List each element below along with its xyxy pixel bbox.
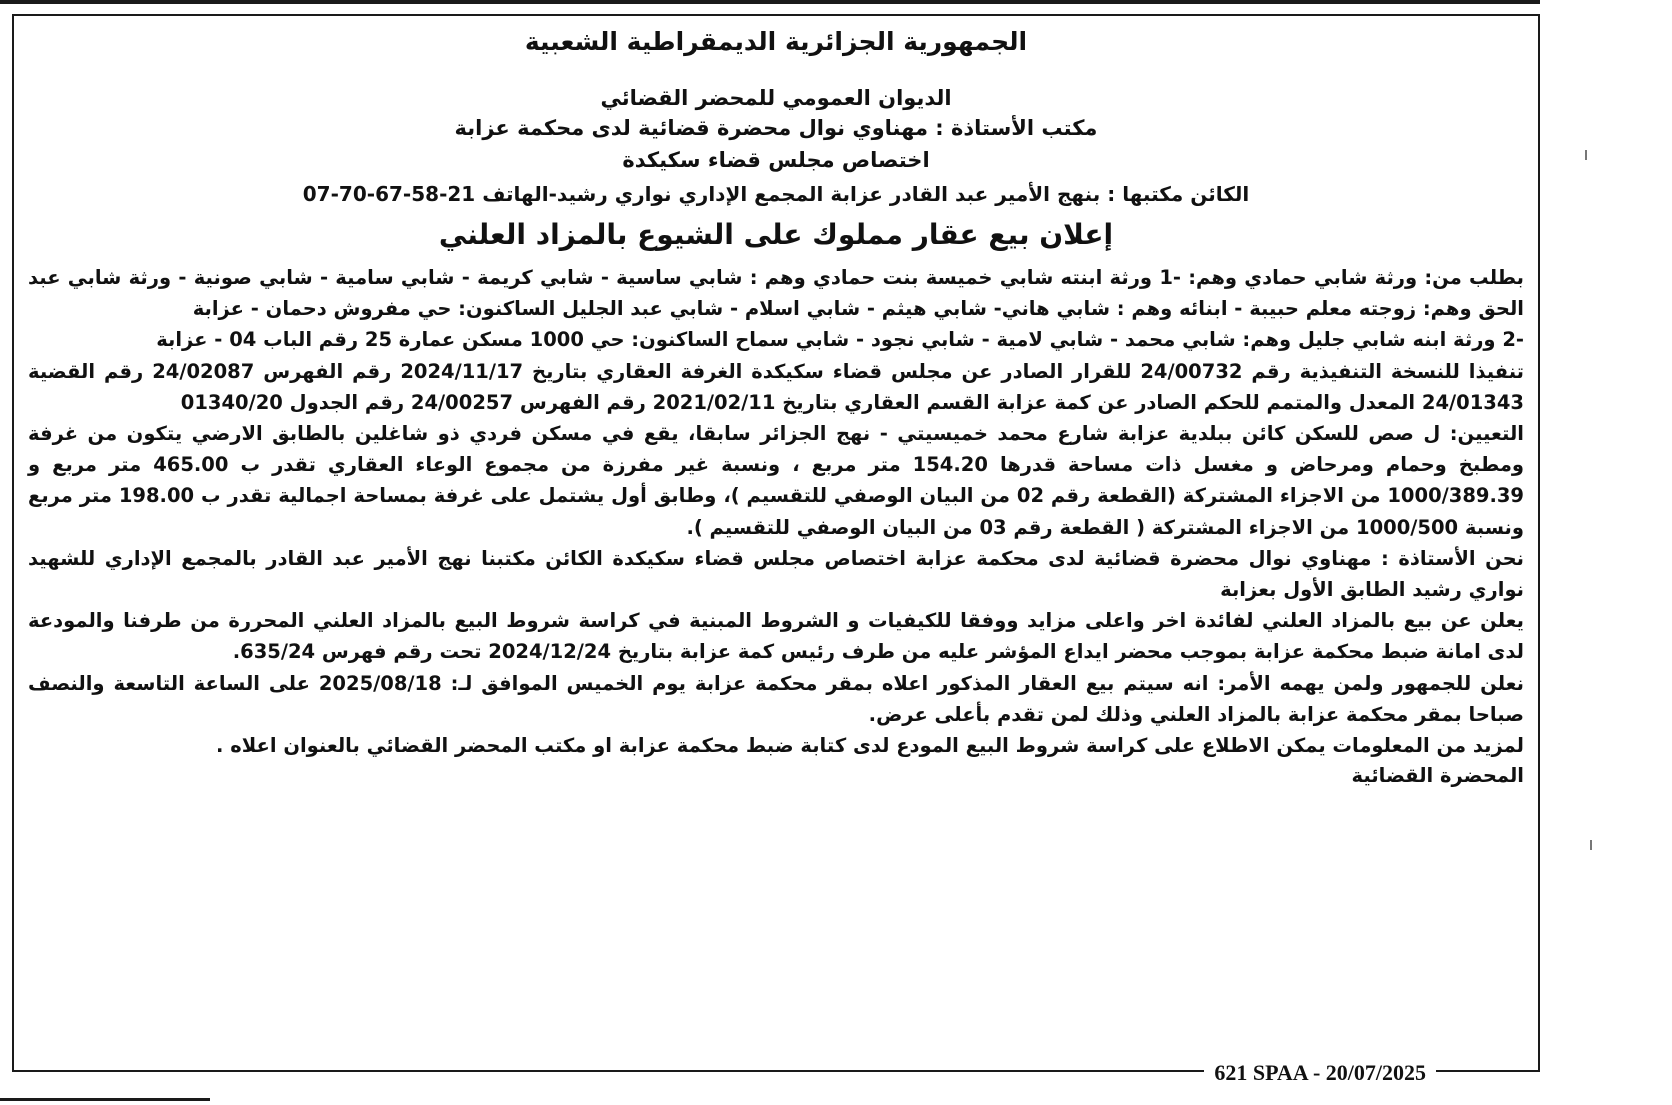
paragraph-requesters-2: -2 ورثة ابنه شابي جليل وهم: شابي محمد - شابي لامية - شابي نجود - شابي سماح الساكنون: حي 1000 مسكن عمارة 25 رقم الباب 04 - عزابة (156, 328, 1524, 352)
paragraph-more-info: لمزيد من المعلومات يمكن الاطلاع على كراسة شروط البيع المودع لدى كتابة ضبط محكمة عزابة او مكتب المحضر القضائي بالعنوان اعلاه . (216, 734, 1524, 758)
bailiff-office-heading: مكتب الأستاذة : مهناوي نوال محضرة قضائية لدى محكمة عزابة (454, 116, 1098, 140)
top-border-rule (0, 0, 1540, 4)
margin-mark (1585, 150, 1587, 160)
paragraph-designation: التعيين: ل صص للسكن كائن ببلدية عزابة شارع محمد خميسيتي - نهج الجزائر سابقا، يقع في مسكن فردي ذو شاغلين بالطابق الارضي يتكون من غرفة ومطبخ وحمام ومرحاض و مغسل ذات مساحة قدرها 154.20 متر مربع ، ونسبة غير مفرزة من مجموع الوعاء العقاري تقدر ب 465.00 متر مربع و 1000/389.39 من الاجزاء المشتركة (القطعة رقم 02 من البيان الوصفي للتقسيم )، وطابق أول يشتمل على غرفة بمساحة اجمالية تقدر ب 198.00 متر مربع ونسبة 1000/500 من الاجزاء المشتركة ( القطعة رقم 03 من البيان الوصفي للتقسيم ). (28, 422, 1525, 539)
auction-notice (12, 14, 1540, 1072)
margin-mark (1590, 840, 1592, 850)
notice-title: إعلان بيع عقار مملوك على الشيوع بالمزاد العلني (438, 218, 1114, 251)
office-heading: الديوان العمومي للمحضر القضائي (600, 86, 952, 110)
republic-heading: الجمهورية الجزائرية الديمقراطية الشعبية (524, 27, 1028, 56)
paragraph-bailiff: نحن الأستاذة : مهناوي نوال محضرة قضائية لدى محكمة عزابة اختصاص مجلس قضاء سكيكدة الكائن مكتبنا نهج الأمير عبد القادر بالمجمع الإداري للشهيد نواري رشيد الطابق الأول بعزابة (28, 546, 1524, 602)
notice-body (14, 262, 1538, 761)
paragraph-announcement: يعلن عن بيع بالمزاد العلني لفائدة اخر واعلى مزايد ووفقا للكيفيات و الشروط المبنية في كراسة شروط البيع بالمزاد العلني المحررة من طرفنا والمودعة لدى امانة ضبط محكمة عزابة بموجب محضر ايداع المؤشر عليه من طرف رئيس كمة عزابة بتاريخ 2024/12/24 تحت رقم فهرس 635/24. (28, 609, 1524, 664)
paragraph-requesters-1: بطلب من: ورثة شابي حمادي وهم: -1 ورثة ابنته شابي خميسة بنت حمادي وهم : شابي ساسية - شابي كريمة - شابي سامية - شابي صونية - ورثة شابي عبد الحق وهم: زوجته معلم حبيبة - ابنائه وهم : شابي هاني- شابي هيثم - شابي اسلام - شابي عبد الجليل الساكنون: حي مفروش دحمان - عزابة (28, 266, 1524, 321)
paragraph-execution: تنفيذا للنسخة التنفيذية رقم 24/00732 للقرار الصادر عن مجلس قضاء سكيكدة الغرفة العقاري بتاريخ 2024/11/17 رقم الفهرس 24/02087 رقم القضية 24/01343 المعدل والمتمم للحكم الصادر عن كمة عزابة القسم العقاري بتاريخ 2021/02/11 رقم الفهرس 24/00257 رقم الجدول 01340/20 (28, 359, 1524, 414)
address-line: الكائن مكتبها : بنهج الأمير عبد القادر عزابة المجمع الإداري نواري رشيد-الهاتف 21-58-67-70-07 (302, 182, 1250, 206)
publication-reference: 621 SPAA - 20/07/2025 (1204, 1060, 1436, 1086)
bottom-border-rule (0, 1098, 210, 1101)
paragraph-sale-date: نعلن للجمهور ولمن يهمه الأمر: انه سيتم بيع العقار المذكور اعلاه بمقر محكمة عزابة يوم الخميس الموافق لـ: 2025/08/18 على الساعة التاسعة والنصف صباحا بمقر محكمة عزابة بالمزاد العلني وذلك لمن تقدم بأعلى عرض. (28, 671, 1524, 726)
jurisdiction-heading: اختصاص مجلس قضاء سكيكدة (622, 148, 930, 172)
signature: المحضرة القضائية (1351, 764, 1524, 788)
